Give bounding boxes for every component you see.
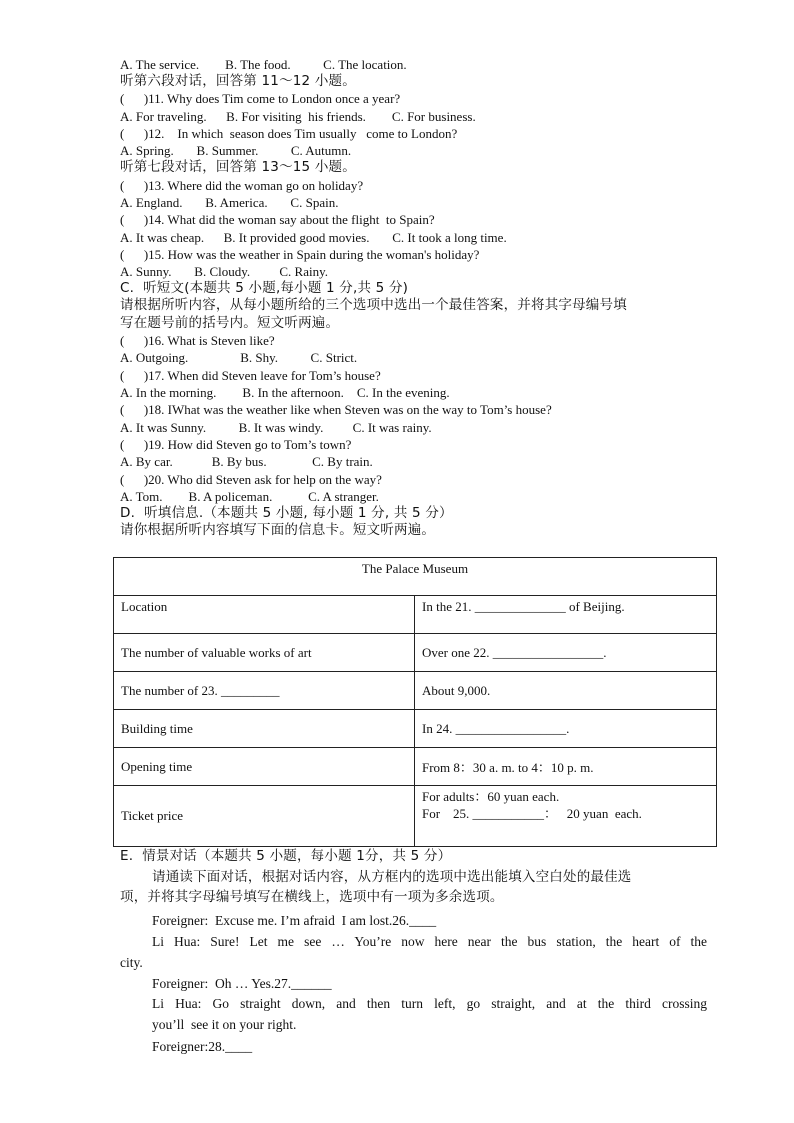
q10-options: A. The service. B. The food. C. The location.: [120, 57, 407, 72]
row-label-number: The number of 23. _________: [114, 672, 415, 710]
dialogue-line-5: Foreigner:28.____: [152, 1039, 253, 1054]
q19-options: A. By car. B. By bus. C. By train.: [120, 454, 373, 469]
table-title: The Palace Museum: [114, 558, 717, 596]
row-value-location: In the 21. ______________ of Beijing.: [415, 596, 717, 634]
dialogue-line-3: Foreigner: Oh … Yes.27.______: [152, 976, 332, 991]
table-row: [114, 786, 717, 847]
q17-question: ( )17. When did Steven leave for Tom’s house?: [120, 368, 381, 383]
q20-options: A. Tom. B. A policeman. C. A stranger.: [120, 489, 379, 504]
ticket-adults: For adults：60 yuan each.: [422, 789, 560, 804]
q14-question: ( )14. What did the woman say about the flight to Spain?: [120, 212, 435, 227]
part7-heading: 听第七段对话，回答第 13～15 小题。: [120, 159, 356, 175]
row-value-works: Over one 22. _________________.: [415, 634, 717, 672]
section-e-heading: E. 情景对话（本题共 5 小题，每小题 1分，共 5 分）: [120, 848, 452, 864]
section-d-heading: D. 听填信息.（本题共 5 小题, 每小题 1 分, 共 5 分）: [120, 505, 453, 521]
row-value-opening-time: From 8：30 a. m. to 4：10 p. m.: [415, 748, 717, 786]
q15-question: ( )15. How was the weather in Spain during the woman's holiday?: [120, 247, 480, 262]
dialogue-line-4-cont: you’ll see it on your right.: [152, 1017, 297, 1032]
row-value-building-time: In 24. _________________.: [415, 710, 717, 748]
q17-options: A. In the morning. B. In the afternoon. C. In the evening.: [120, 385, 450, 400]
table-row: [114, 748, 717, 786]
section-c-instruction-2: 写在题号前的括号内。短文听两遍。: [120, 315, 340, 331]
q13-question: ( )13. Where did the woman go on holiday?: [120, 178, 364, 193]
q20-question: ( )20. Who did Steven ask for help on the way?: [120, 472, 382, 487]
q18-options: A. It was Sunny. B. It was windy. C. It was rainy.: [120, 420, 432, 435]
row-label-works: The number of valuable works of art: [114, 634, 415, 672]
row-label-location: Location: [114, 596, 415, 634]
q11-question: ( )11. Why does Tim come to London once a year?: [120, 91, 401, 106]
dialogue-line-2: Li Hua: Sure! Let me see … You’re now here near the bus station, the heart of the: [152, 934, 707, 949]
row-label-building-time: Building time: [114, 710, 415, 748]
row-value-ticket-price: [415, 786, 717, 847]
table-row: [114, 710, 717, 748]
section-e-instruction-1: 请通读下面对话，根据对话内容，从方框内的选项中选出能填入空白处的最佳选: [152, 869, 632, 885]
table-row: [114, 596, 717, 634]
q16-question: ( )16. What is Steven like?: [120, 333, 275, 348]
q19-question: ( )19. How did Steven go to Tom’s town?: [120, 437, 352, 452]
row-label-opening-time: Opening time: [114, 748, 415, 786]
table-title-row: [114, 558, 717, 596]
q11-options: A. For traveling. B. For visiting his friends. C. For business.: [120, 109, 476, 124]
q13-options: A. England. B. America. C. Spain.: [120, 195, 339, 210]
ticket-blank-25: For 25. ___________： 20 yuan each.: [422, 806, 642, 821]
q15-options: A. Sunny. B. Cloudy. C. Rainy.: [120, 264, 329, 279]
row-label-ticket-price: Ticket price: [114, 786, 415, 847]
row-value-number: About 9,000.: [415, 672, 717, 710]
info-card-table: [113, 557, 717, 847]
section-c-heading: C. 听短文(本题共 5 小题,每小题 1 分,共 5 分): [120, 280, 409, 296]
dialogue-line-1: Foreigner: Excuse me. I’m afraid I am lost.26.____: [152, 913, 437, 928]
table-row: [114, 634, 717, 672]
q16-options: A. Outgoing. B. Shy. C. Strict.: [120, 350, 358, 365]
q14-options: A. It was cheap. B. It provided good movies. C. It took a long time.: [120, 230, 507, 245]
section-e-instruction-2: 项，并将其字母编号填写在横线上，选项中有一项为多余选项。: [120, 889, 504, 905]
section-c-instruction-1: 请根据所听内容，从每小题所给的三个选项中选出一个最佳答案，并将其字母编号填: [120, 297, 627, 313]
part6-heading: 听第六段对话，回答第 11～12 小题。: [120, 73, 356, 89]
dialogue-line-2-cont: city.: [120, 955, 143, 970]
dialogue-line-4: Li Hua: Go straight down, and then turn left, go straight, and at the third crossing: [152, 996, 707, 1011]
table-row: [114, 672, 717, 710]
q12-options: A. Spring. B. Summer. C. Autumn.: [120, 143, 352, 158]
section-d-instruction: 请你根据所听内容填写下面的信息卡。短文听两遍。: [120, 522, 436, 538]
q12-question: ( )12. In which season does Tim usually come to London?: [120, 126, 458, 141]
q18-question: ( )18. IWhat was the weather like when Steven was on the way to Tom’s house?: [120, 402, 552, 417]
